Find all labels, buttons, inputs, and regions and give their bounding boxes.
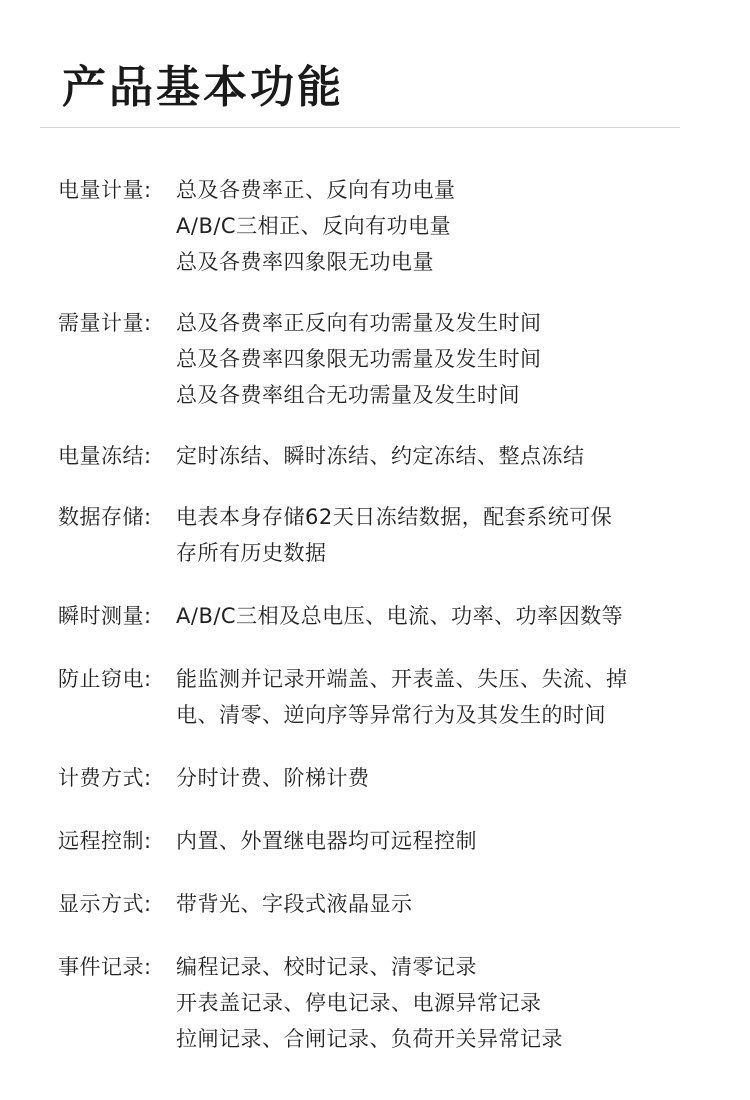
feature-description [176, 886, 718, 922]
feature-label: 计费方式: [58, 766, 152, 790]
feature-line: 总及各费率四象限无功电量 [176, 250, 434, 274]
feature-line: 总及各费率正、反向有功电量 [176, 178, 456, 202]
feature-label: 电量计量: [58, 178, 152, 202]
feature-label: 显示方式: [58, 892, 152, 916]
feature-label: 远程控制: [58, 829, 152, 853]
feature-remote-control [58, 823, 718, 859]
feature-line: 分时计费、阶梯计费 [176, 766, 370, 790]
feature-line: 拉闸记录、合闸记录、负荷开关异常记录 [176, 1027, 563, 1051]
feature-demand-metering [58, 305, 718, 413]
feature-display-mode [58, 886, 718, 922]
feature-line: 电、清零、逆向序等异常行为及其发生的时间 [176, 703, 606, 727]
feature-line: A/B/C三相及总电压、电流、功率、功率因数等 [176, 604, 624, 628]
feature-energy-metering [58, 172, 718, 280]
feature-label: 数据存储: [58, 505, 152, 529]
feature-description [176, 598, 718, 634]
feature-description [176, 305, 718, 413]
feature-line: 电表本身存储62天日冻结数据，配套系统可保 [176, 505, 613, 529]
feature-event-log [58, 949, 718, 1057]
feature-label: 瞬时测量: [58, 604, 152, 628]
feature-instant-measurement [58, 598, 718, 634]
feature-description [176, 949, 718, 1057]
feature-list [58, 172, 718, 1057]
feature-line: 定时冻结、瞬时冻结、约定冻结、整点冻结 [176, 444, 585, 468]
feature-data-storage [58, 499, 718, 571]
feature-line: 带背光、字段式液晶显示 [176, 892, 413, 916]
feature-description [176, 823, 718, 859]
feature-energy-freeze [58, 438, 718, 474]
feature-billing-mode [58, 760, 718, 796]
feature-line: 总及各费率组合无功需量及发生时间 [176, 383, 520, 407]
feature-description [176, 172, 718, 280]
page-title: 产品基本功能 [62, 62, 344, 113]
feature-description [176, 499, 718, 571]
feature-line: 能监测并记录开端盖、开表盖、失压、失流、掉 [176, 667, 628, 691]
feature-line: 内置、外置继电器均可远程控制 [176, 829, 477, 853]
feature-line: 总及各费率正反向有功需量及发生时间 [176, 311, 542, 335]
feature-line: 存所有历史数据 [176, 541, 327, 565]
feature-description [176, 438, 718, 474]
feature-anti-theft [58, 661, 718, 733]
feature-label: 防止窃电: [58, 667, 152, 691]
feature-line: 开表盖记录、停电记录、电源异常记录 [176, 991, 542, 1015]
feature-label: 事件记录: [58, 955, 152, 979]
title-divider [40, 127, 680, 128]
feature-description [176, 760, 718, 796]
feature-label: 电量冻结: [58, 444, 152, 468]
feature-label: 需量计量: [58, 311, 152, 335]
feature-line: 编程记录、校时记录、清零记录 [176, 955, 477, 979]
feature-line: 总及各费率四象限无功需量及发生时间 [176, 347, 542, 371]
feature-line: A/B/C三相正、反向有功电量 [176, 214, 452, 238]
feature-description [176, 661, 718, 733]
